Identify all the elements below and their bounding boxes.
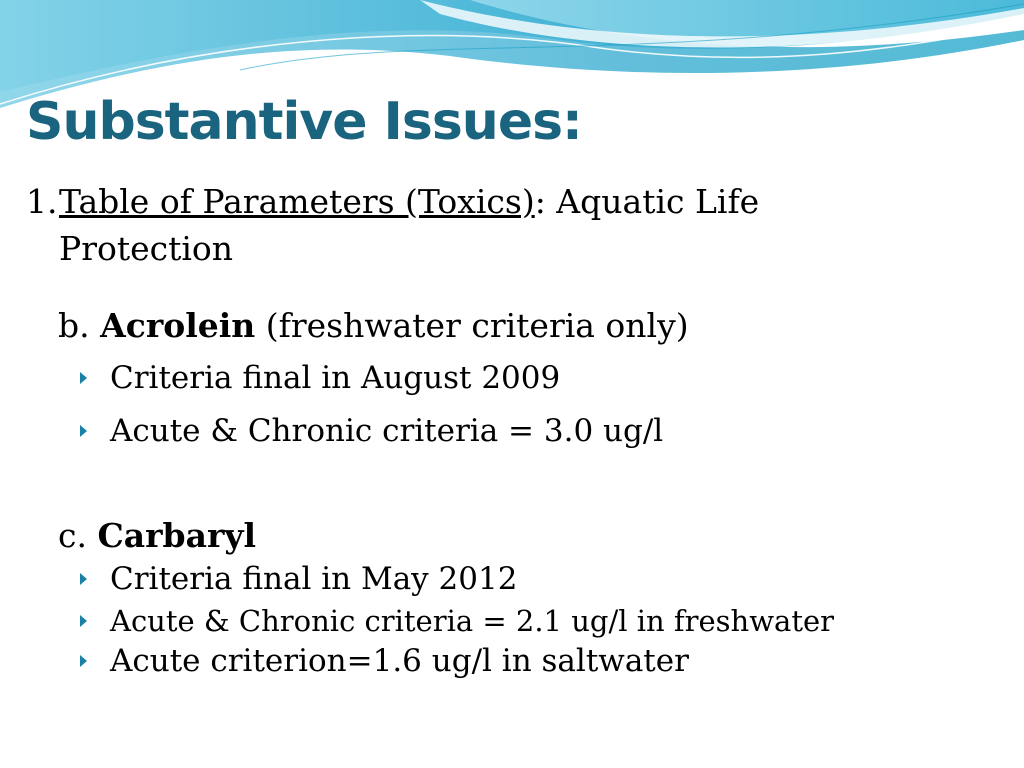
subitem-c-bullet-2	[80, 602, 834, 640]
bullet-arrow-icon	[80, 573, 87, 585]
subitem-b-prefix: b.	[58, 306, 90, 345]
subitem-c-bullet-3	[80, 642, 689, 680]
item-1-number: 1.	[26, 182, 58, 221]
bullet-text: Acute & Chronic criteria = 3.0 ug/l	[110, 413, 664, 449]
item-1-underlined-title: Table of Parameters (Toxics)	[59, 182, 535, 221]
subitem-b-bullet-2	[80, 412, 663, 450]
subitem-c-name: Carbaryl	[97, 516, 257, 555]
item-1-heading	[26, 178, 926, 272]
bullet-text: Acute & Chronic criteria = 2.1 ug/l in freshwater	[110, 604, 835, 638]
bullet-arrow-icon	[80, 655, 87, 667]
bullet-text: Criteria final in August 2009	[110, 360, 561, 396]
slide-title: Substantive Issues:	[26, 92, 582, 152]
subitem-b-bullet-1	[80, 359, 560, 397]
bullet-arrow-icon	[80, 372, 87, 384]
subitem-c-prefix: c.	[58, 516, 87, 555]
bullet-arrow-icon	[80, 615, 87, 627]
bullet-text: Acute criterion=1.6 ug/l in saltwater	[110, 643, 689, 679]
subitem-c-bullet-1	[80, 560, 517, 598]
bullet-text: Criteria final in May 2012	[110, 561, 518, 597]
subitem-b-heading	[58, 306, 689, 346]
subitem-b-note: (freshwater criteria only)	[265, 306, 689, 345]
item-1-rest: : Aquatic Life Protection	[59, 182, 760, 268]
item-1-text	[59, 178, 819, 272]
bullet-arrow-icon	[80, 425, 87, 437]
subitem-b-name: Acrolein	[100, 306, 256, 345]
subitem-c-heading	[58, 516, 256, 556]
